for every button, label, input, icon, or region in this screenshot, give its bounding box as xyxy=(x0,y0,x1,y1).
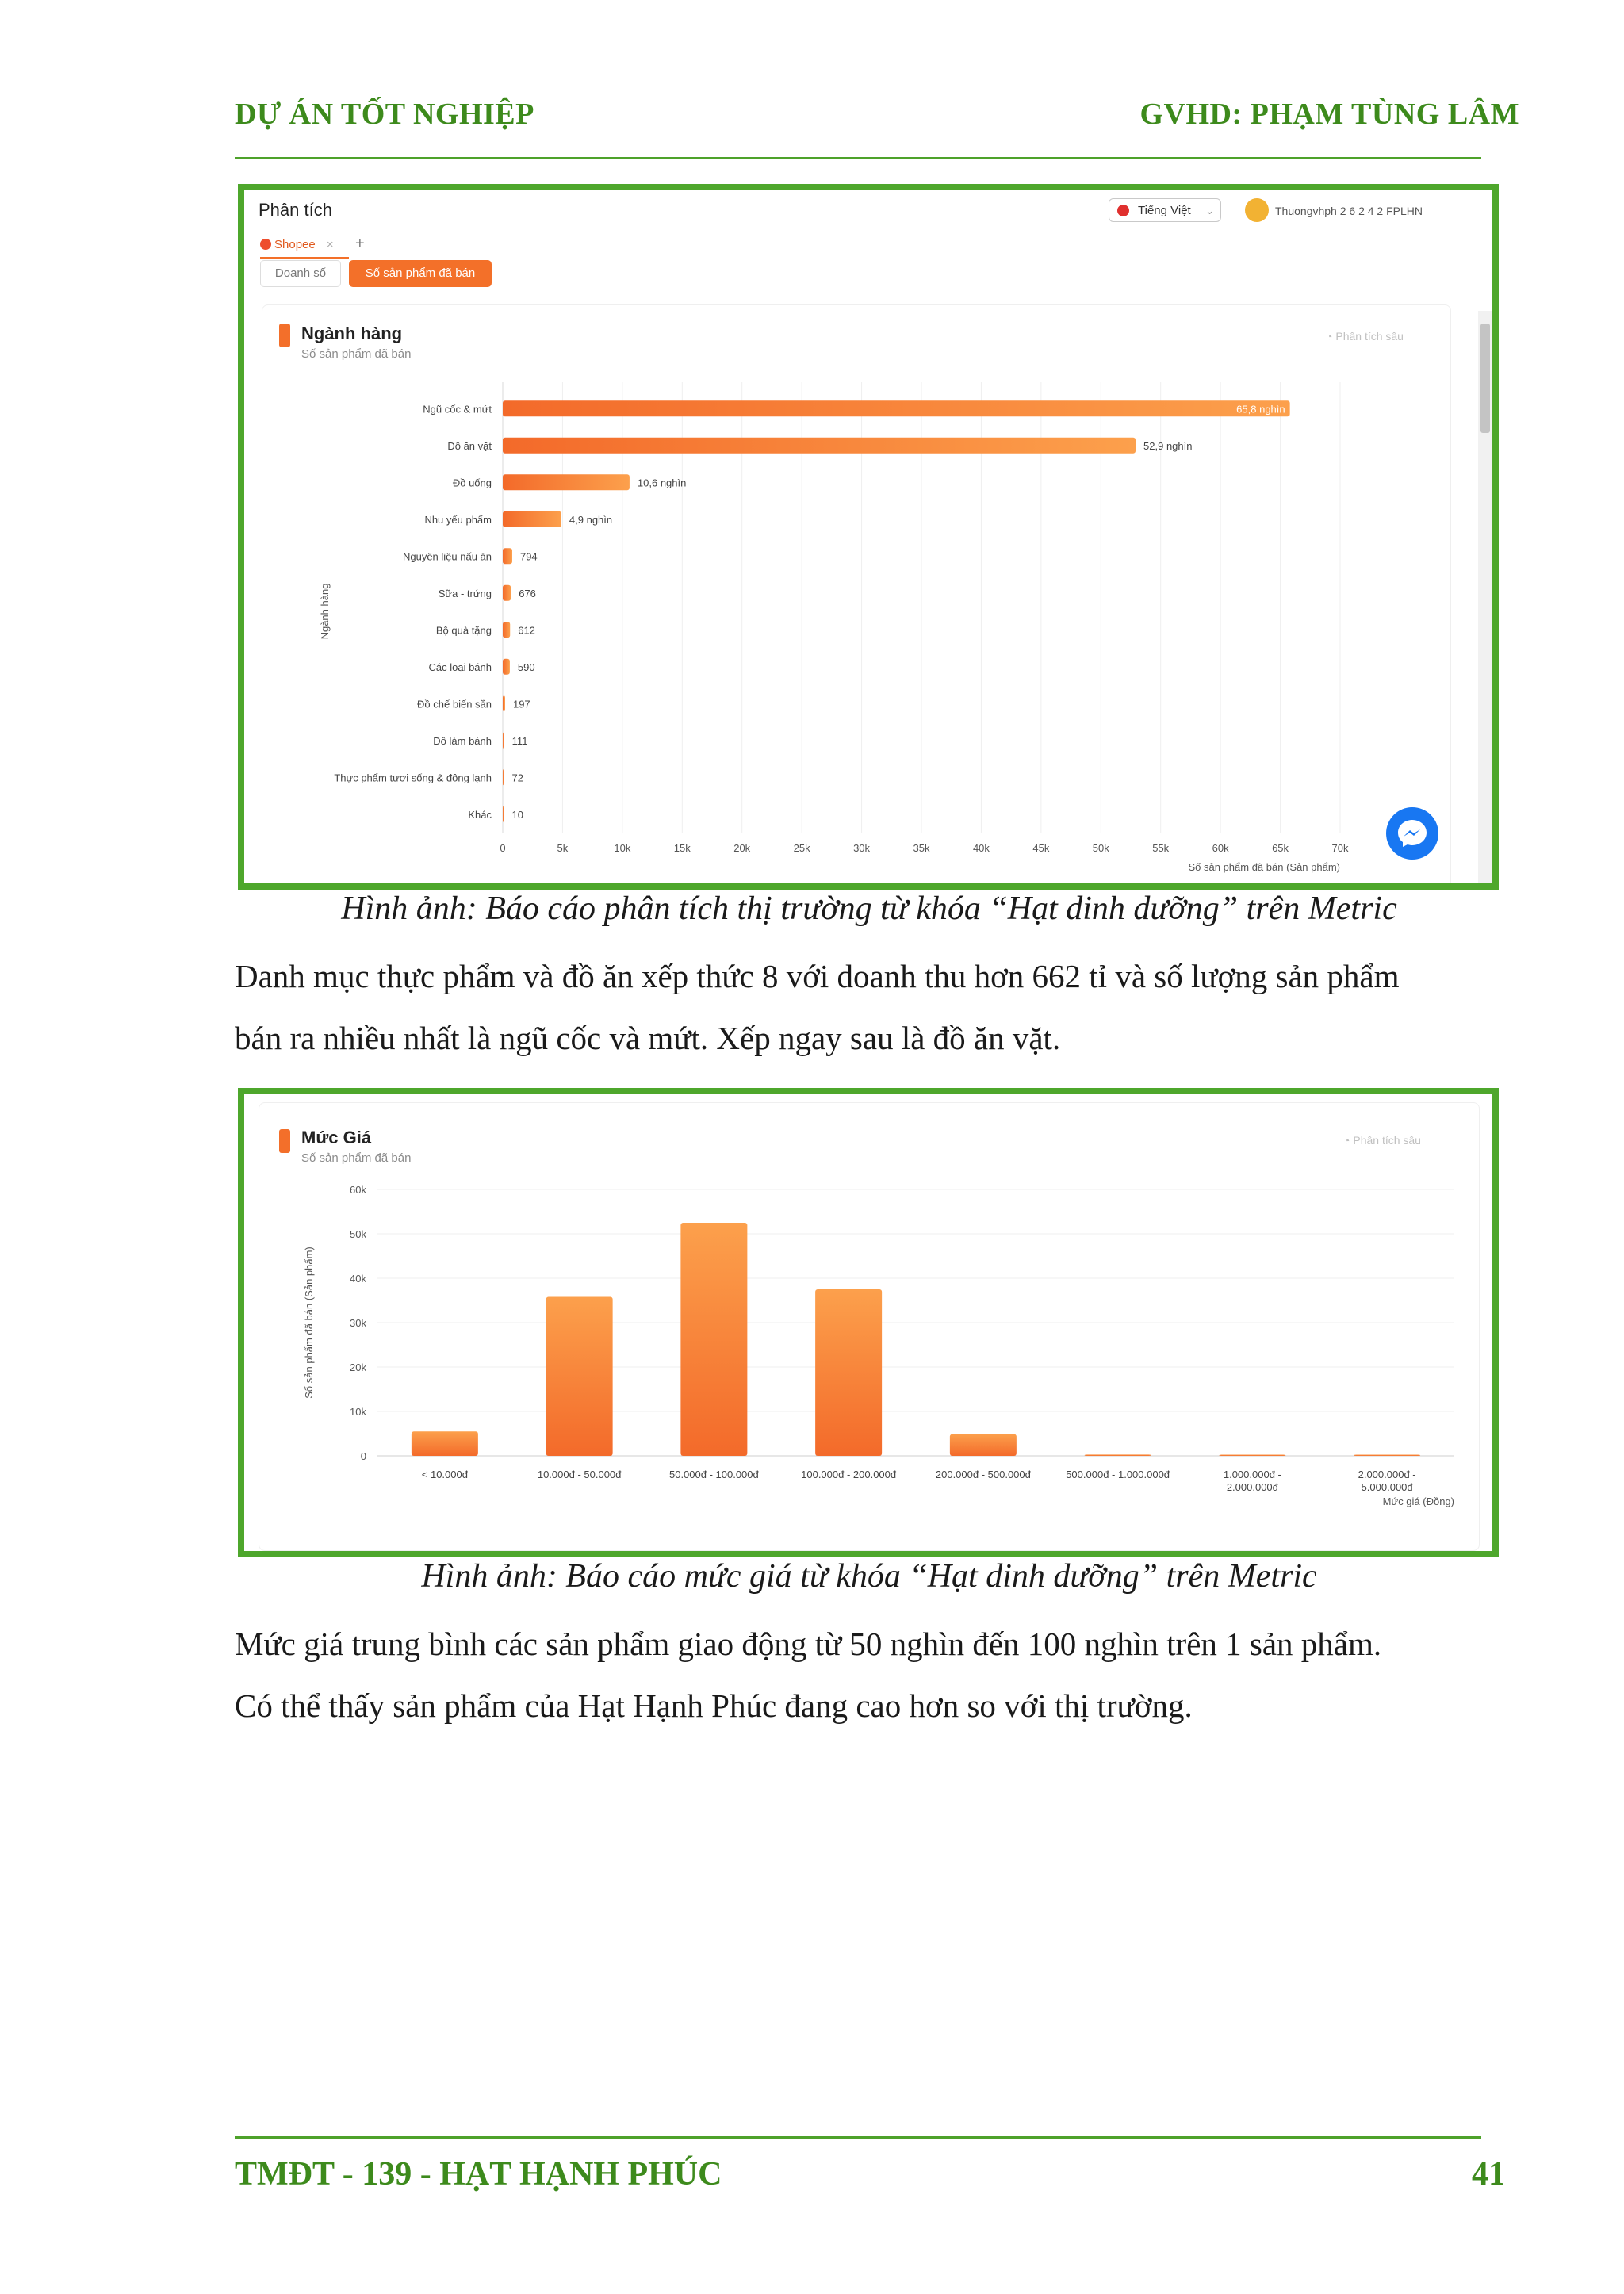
messenger-button[interactable] xyxy=(1386,807,1438,860)
paragraph-2-line-2: Có thể thấy sản phẩm của Hạt Hạnh Phúc đang cao hơn so với thị trường. xyxy=(235,1687,1193,1724)
bar xyxy=(503,511,561,527)
data-label: 10,6 nghìn xyxy=(637,477,687,489)
category-label xyxy=(1066,1469,1170,1480)
close-icon[interactable]: × xyxy=(326,238,334,251)
y-tick-label: 30k xyxy=(350,1317,366,1329)
x-tick-label: 65k xyxy=(1272,842,1289,854)
bar xyxy=(546,1297,613,1456)
category-label xyxy=(422,1469,469,1480)
category-label-line: 1.000.000đ - xyxy=(1223,1469,1281,1480)
industry-bar-chart xyxy=(268,374,1473,890)
category-label: Sữa - trứng xyxy=(438,587,492,599)
category-label xyxy=(936,1469,1032,1480)
category-label xyxy=(538,1469,622,1480)
price-deep-analysis-link[interactable] xyxy=(1343,1134,1421,1147)
x-tick-label: 50k xyxy=(1092,842,1109,854)
y-axis-title: Ngành hàng xyxy=(319,583,331,640)
language-label: Tiếng Việt xyxy=(1138,204,1191,217)
category-label-line: < 10.000đ xyxy=(421,1469,468,1480)
data-label: 4,9 nghìn xyxy=(569,513,613,526)
bar xyxy=(503,695,505,711)
category-label: Đồ ăn vặt xyxy=(447,439,492,452)
category-label xyxy=(801,1469,897,1480)
x-axis-title: Số sản phẩm đã bán (Sản phẩm) xyxy=(1188,861,1340,873)
data-label: 612 xyxy=(518,624,535,637)
data-label: 72 xyxy=(511,772,523,784)
category-label: Khác xyxy=(468,808,492,821)
y-tick-label: 50k xyxy=(350,1228,366,1240)
y-tick-label: 0 xyxy=(360,1450,366,1462)
chart-icon: ◔ xyxy=(1326,330,1333,343)
caption-figure-2: Hình ảnh: Báo cáo mức giá từ khóa “Hạt dinh dưỡng” trên Metric xyxy=(421,1558,1317,1595)
y-tick-label: 60k xyxy=(350,1184,366,1196)
bar xyxy=(680,1223,747,1456)
data-label: 52,9 nghìn xyxy=(1143,439,1193,452)
app-title: Phân tích xyxy=(259,200,332,220)
bar xyxy=(815,1289,882,1456)
price-deep-analysis-label: Phân tích sâu xyxy=(1353,1134,1421,1147)
paragraph-1-line-1: Danh mục thực phẩm và đồ ăn xếp thức 8 với doanh thu hơn 662 tỉ và số lượng sản phẩm xyxy=(235,958,1400,994)
x-tick-label: 55k xyxy=(1152,842,1170,854)
data-label: 65,8 nghìn xyxy=(1236,403,1285,416)
category-label-line: 100.000đ - 200.000đ xyxy=(801,1469,897,1480)
price-card-title: Mức Giá xyxy=(301,1128,372,1147)
avatar[interactable] xyxy=(1245,198,1269,222)
category-label: Nguyên liệu nấu ăn xyxy=(402,550,492,563)
caption-figure-1: Hình ảnh: Báo cáo phân tích thị trường từ khóa “Hạt dinh dưỡng” trên Metric xyxy=(341,890,1397,927)
industry-card-subtitle: Số sản phẩm đã bán xyxy=(301,347,412,361)
category-label-line: 50.000đ - 100.000đ xyxy=(668,1469,759,1480)
category-label xyxy=(669,1469,760,1480)
deep-analysis-label: Phân tích sâu xyxy=(1335,330,1404,343)
bar xyxy=(503,806,504,822)
price-card-accent xyxy=(279,1129,290,1153)
data-label: 111 xyxy=(511,734,528,747)
bar xyxy=(503,622,510,638)
x-tick-label: 40k xyxy=(972,842,990,854)
y-tick-label: 40k xyxy=(350,1273,366,1285)
bar xyxy=(503,438,1136,454)
footer-rule xyxy=(235,2136,1481,2139)
data-label: 590 xyxy=(517,661,535,673)
paragraph-1-line-2: bán ra nhiều nhất là ngũ cốc và mứt. Xếp ngay sau là đồ ăn vặt. xyxy=(235,1020,1061,1056)
data-label: 197 xyxy=(512,698,530,710)
x-tick-label: 0 xyxy=(500,842,506,854)
data-label: 676 xyxy=(519,587,536,599)
header-project-title: DỰ ÁN TỐT NGHIỆP xyxy=(235,98,534,131)
deep-analysis-link[interactable] xyxy=(1326,330,1404,343)
x-tick-label: 25k xyxy=(793,842,810,854)
x-tick-label: 35k xyxy=(913,842,930,854)
chip-units-sold[interactable]: Số sản phẩm đã bán xyxy=(349,260,492,287)
x-tick-label: 15k xyxy=(673,842,691,854)
x-tick-label: 45k xyxy=(1032,842,1050,854)
card-accent xyxy=(279,324,290,347)
category-label: Thực phẩm tươi sống & đông lạnh xyxy=(334,772,492,784)
y-axis-title: Số sản phẩm đã bán (Sản phẩm) xyxy=(303,1247,315,1399)
bar xyxy=(412,1431,478,1456)
price-chart-icon: ◔ xyxy=(1343,1134,1350,1147)
category-label xyxy=(1358,1469,1416,1493)
data-label: 10 xyxy=(511,808,523,821)
shopee-icon xyxy=(260,239,271,250)
x-tick-label: 5k xyxy=(557,842,569,854)
category-label: Đồ uống xyxy=(452,477,492,489)
screenshot-price-analysis xyxy=(238,1088,1499,1557)
category-label: Đồ chế biến sẵn xyxy=(417,698,492,710)
bar xyxy=(950,1434,1017,1456)
page-number: 41 xyxy=(1472,2156,1505,2193)
category-label-line: 5.000.000đ xyxy=(1361,1481,1413,1493)
header-advisor: GVHD: PHẠM TÙNG LÂM xyxy=(1139,98,1519,131)
header-rule xyxy=(235,157,1481,159)
category-label xyxy=(1224,1469,1281,1493)
tab-shopee-label: Shopee xyxy=(274,238,316,251)
x-tick-label: 30k xyxy=(853,842,871,854)
industry-card-title: Ngành hàng xyxy=(301,324,403,343)
language-select[interactable] xyxy=(1109,198,1221,222)
bar xyxy=(503,585,511,601)
category-label: Nhu yếu phẩm xyxy=(424,513,492,526)
x-tick-label: 20k xyxy=(733,842,751,854)
bar xyxy=(503,474,630,490)
paragraph-2-line-1: Mức giá trung bình các sản phẩm giao động từ 50 nghìn đến 100 nghìn trên 1 sản phẩm. xyxy=(235,1626,1382,1662)
price-card-subtitle: Số sản phẩm đã bán xyxy=(301,1151,412,1165)
bar xyxy=(503,659,510,675)
active-tab-underline xyxy=(260,257,349,259)
data-label: 794 xyxy=(519,550,538,563)
category-label-line: 2.000.000đ xyxy=(1226,1481,1278,1493)
x-axis-title: Mức giá (Đồng) xyxy=(1382,1496,1454,1507)
category-label: Ngũ cốc & mứt xyxy=(423,403,492,416)
category-label: Đồ làm bánh xyxy=(433,734,492,747)
tab-shopee[interactable] xyxy=(260,238,334,251)
category-label-line: 200.000đ - 500.000đ xyxy=(935,1469,1031,1480)
x-tick-label: 60k xyxy=(1212,842,1229,854)
footer-title: TMĐT - 139 - HẠT HẠNH PHÚC xyxy=(235,2156,722,2193)
screenshot-industry-analysis xyxy=(238,184,1499,890)
bar xyxy=(503,400,1290,416)
add-tab-icon[interactable]: + xyxy=(355,235,365,252)
x-tick-label: 70k xyxy=(1331,842,1349,854)
category-label-line: 2.000.000đ - xyxy=(1358,1469,1416,1480)
bar xyxy=(503,769,504,785)
chevron-down-icon: ⌄ xyxy=(1205,205,1214,216)
chip-revenue[interactable]: Doanh số xyxy=(260,260,341,287)
messenger-icon xyxy=(1386,807,1438,860)
user-name: Thuongvhph 2 6 2 4 2 FPLHN xyxy=(1275,205,1423,217)
bar xyxy=(1219,1455,1285,1457)
category-label-line: 10.000đ - 50.000đ xyxy=(537,1469,622,1480)
category-label-line: 500.000đ - 1.000.000đ xyxy=(1066,1469,1170,1480)
x-tick-label: 10k xyxy=(614,842,631,854)
bar xyxy=(1085,1454,1151,1456)
category-label: Các loại bánh xyxy=(428,661,492,673)
category-label: Bộ quà tặng xyxy=(435,624,492,637)
bar xyxy=(1354,1455,1420,1457)
vietnam-flag-icon xyxy=(1117,205,1129,216)
scrollbar[interactable] xyxy=(1478,311,1492,890)
price-bar-chart xyxy=(266,1174,1472,1554)
scrollbar-thumb[interactable] xyxy=(1480,324,1490,433)
y-tick-label: 20k xyxy=(350,1361,366,1373)
bar xyxy=(503,548,512,564)
y-tick-label: 10k xyxy=(350,1406,366,1418)
bar xyxy=(503,733,504,749)
